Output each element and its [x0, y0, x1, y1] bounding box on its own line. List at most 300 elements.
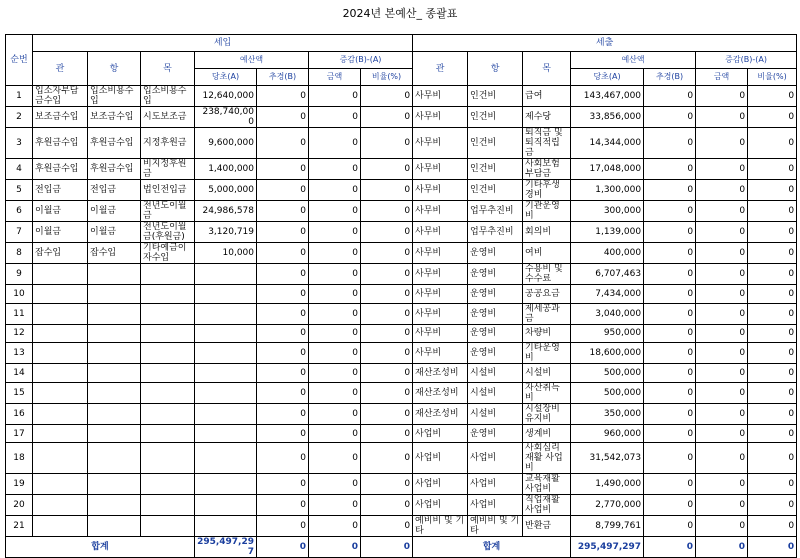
expense-ratio-cell: 0 — [748, 495, 797, 516]
income-hang-cell — [88, 403, 141, 424]
expense-amount-cell: 0 — [696, 495, 748, 516]
sheet-title: 2024년 본예산_ 종괄표 — [342, 7, 458, 20]
expense-ratio-cell: 0 — [748, 364, 797, 383]
expense-original-cell: 1,490,000 — [571, 474, 644, 495]
income-supp-cell: 0 — [257, 86, 309, 107]
expense-mok-cell: 기타후생경비 — [523, 180, 571, 201]
expense-gwan-cell: 사무비 — [413, 285, 468, 304]
income-mok-cell: 입소비용수입 — [141, 86, 195, 107]
expense-mok-cell: 반환금 — [523, 516, 571, 537]
table-row — [6, 474, 797, 495]
expense-mok-cell: 시설장비유지비 — [523, 403, 571, 424]
income-hang-cell — [88, 424, 141, 443]
income-supp-cell: 0 — [257, 443, 309, 474]
expense-gwan-cell: 사무비 — [413, 343, 468, 364]
income-mok-cell: 기타예금이자수입 — [141, 243, 195, 264]
expense-gwan-cell: 사업비 — [413, 424, 468, 443]
total-expense-ratio: 0 — [748, 537, 797, 558]
expense-supp-cell: 0 — [644, 443, 696, 474]
expense-gwan-cell: 사무비 — [413, 180, 468, 201]
income-supp-cell: 0 — [257, 264, 309, 285]
income-ratio-cell: 0 — [361, 86, 413, 107]
expense-hang-cell: 운영비 — [468, 303, 523, 324]
expense-original-cell: 7,434,000 — [571, 285, 644, 304]
expense-mok-cell: 생계비 — [523, 424, 571, 443]
income-amount-cell: 0 — [309, 303, 361, 324]
expense-gwan-cell: 사무비 — [413, 264, 468, 285]
income-ratio-cell: 0 — [361, 403, 413, 424]
expense-hang-cell: 인건비 — [468, 159, 523, 180]
expense-ratio-cell: 0 — [748, 159, 797, 180]
expense-mok-cell: 급여 — [523, 86, 571, 107]
income-hang-cell: 잡수입 — [88, 243, 141, 264]
row-number: 18 — [6, 443, 33, 474]
income-mok-cell: 비지정후원금 — [141, 159, 195, 180]
income-gwan-cell: 잡수입 — [33, 243, 88, 264]
total-expense-original: 295,497,297 — [571, 537, 644, 558]
income-amount-cell: 0 — [309, 324, 361, 343]
expense-ratio-cell: 0 — [748, 107, 797, 128]
income-original-cell — [195, 443, 257, 474]
table-row — [6, 364, 797, 383]
expense-gwan-cell: 재산조성비 — [413, 364, 468, 383]
income-hang-cell — [88, 324, 141, 343]
expense-ratio-cell: 0 — [748, 303, 797, 324]
expense-original-cell: 400,000 — [571, 243, 644, 264]
income-amount-cell: 0 — [309, 243, 361, 264]
income-mok-cell: 지정후원금 — [141, 128, 195, 159]
income-mok-cell — [141, 443, 195, 474]
income-ratio-cell: 0 — [361, 364, 413, 383]
expense-supp-cell: 0 — [644, 382, 696, 403]
income-supp-cell: 0 — [257, 159, 309, 180]
income-supp-cell: 0 — [257, 303, 309, 324]
expense-amount-cell: 0 — [696, 107, 748, 128]
income-gwan-cell: 후원금수입 — [33, 159, 88, 180]
income-ratio-cell: 0 — [361, 201, 413, 222]
income-gwan-cell: 이월금 — [33, 222, 88, 243]
row-number: 12 — [6, 324, 33, 343]
expense-hang-cell: 사업비 — [468, 495, 523, 516]
income-supp-cell: 0 — [257, 495, 309, 516]
income-supp-cell: 0 — [257, 382, 309, 403]
income-supp-cell: 0 — [257, 343, 309, 364]
expense-ratio-cell: 0 — [748, 443, 797, 474]
income-hang-cell — [88, 303, 141, 324]
expense-hang-cell: 사업비 — [468, 443, 523, 474]
row-number: 11 — [6, 303, 33, 324]
expense-hang-cell: 사업비 — [468, 474, 523, 495]
expense-gwan-cell: 사무비 — [413, 201, 468, 222]
income-supp-cell: 0 — [257, 424, 309, 443]
header-expense: 세출 — [413, 35, 797, 52]
expense-mok-cell: 기관운영비 — [523, 201, 571, 222]
expense-original-cell: 350,000 — [571, 403, 644, 424]
expense-supp-cell: 0 — [644, 201, 696, 222]
expense-original-cell: 31,542,073 — [571, 443, 644, 474]
expense-supp-cell: 0 — [644, 243, 696, 264]
expense-amount-cell: 0 — [696, 201, 748, 222]
header-income-diff: 증감(B)-(A) — [309, 52, 413, 69]
income-amount-cell: 0 — [309, 403, 361, 424]
income-mok-cell — [141, 364, 195, 383]
table-row — [6, 303, 797, 324]
income-ratio-cell: 0 — [361, 180, 413, 201]
expense-hang-cell: 시설비 — [468, 382, 523, 403]
income-ratio-cell: 0 — [361, 264, 413, 285]
expense-supp-cell: 0 — [644, 159, 696, 180]
expense-amount-cell: 0 — [696, 243, 748, 264]
header-expense-supp: 추경(B) — [644, 69, 696, 86]
income-supp-cell: 0 — [257, 107, 309, 128]
expense-amount-cell: 0 — [696, 443, 748, 474]
expense-hang-cell: 업무추진비 — [468, 201, 523, 222]
expense-amount-cell: 0 — [696, 180, 748, 201]
income-amount-cell: 0 — [309, 364, 361, 383]
income-gwan-cell — [33, 495, 88, 516]
income-hang-cell — [88, 495, 141, 516]
expense-supp-cell: 0 — [644, 364, 696, 383]
income-ratio-cell: 0 — [361, 424, 413, 443]
row-number: 4 — [6, 159, 33, 180]
income-mok-cell — [141, 424, 195, 443]
header-expense-hang: 항 — [468, 52, 523, 86]
expense-gwan-cell: 사업비 — [413, 495, 468, 516]
expense-gwan-cell: 사무비 — [413, 159, 468, 180]
table-row — [6, 285, 797, 304]
header-income-gwan: 관 — [33, 52, 88, 86]
table-row — [6, 495, 797, 516]
expense-original-cell: 500,000 — [571, 382, 644, 403]
expense-gwan-cell: 사업비 — [413, 474, 468, 495]
income-ratio-cell: 0 — [361, 285, 413, 304]
income-amount-cell: 0 — [309, 159, 361, 180]
expense-supp-cell: 0 — [644, 86, 696, 107]
income-original-cell — [195, 474, 257, 495]
expense-hang-cell: 시설비 — [468, 364, 523, 383]
income-original-cell — [195, 264, 257, 285]
expense-supp-cell: 0 — [644, 264, 696, 285]
expense-original-cell: 1,300,000 — [571, 180, 644, 201]
income-hang-cell — [88, 474, 141, 495]
expense-amount-cell: 0 — [696, 222, 748, 243]
income-original-cell: 9,600,000 — [195, 128, 257, 159]
expense-gwan-cell: 사무비 — [413, 222, 468, 243]
expense-hang-cell: 인건비 — [468, 180, 523, 201]
expense-hang-cell: 업무추진비 — [468, 222, 523, 243]
income-original-cell: 24,986,578 — [195, 201, 257, 222]
expense-amount-cell: 0 — [696, 159, 748, 180]
expense-ratio-cell: 0 — [748, 424, 797, 443]
expense-mok-cell: 시설비 — [523, 364, 571, 383]
income-amount-cell: 0 — [309, 201, 361, 222]
income-hang-cell — [88, 285, 141, 304]
expense-amount-cell: 0 — [696, 364, 748, 383]
income-amount-cell: 0 — [309, 443, 361, 474]
total-income-supp: 0 — [257, 537, 309, 558]
table-row — [6, 443, 797, 474]
row-number: 13 — [6, 343, 33, 364]
expense-original-cell: 6,707,463 — [571, 264, 644, 285]
header-expense-gwan: 관 — [413, 52, 468, 86]
expense-ratio-cell: 0 — [748, 285, 797, 304]
expense-ratio-cell: 0 — [748, 343, 797, 364]
income-ratio-cell: 0 — [361, 128, 413, 159]
header-expense-amount: 금액 — [696, 69, 748, 86]
expense-ratio-cell: 0 — [748, 516, 797, 537]
income-gwan-cell — [33, 343, 88, 364]
table-row — [6, 403, 797, 424]
expense-supp-cell: 0 — [644, 343, 696, 364]
expense-ratio-cell: 0 — [748, 324, 797, 343]
expense-gwan-cell: 사무비 — [413, 243, 468, 264]
income-amount-cell: 0 — [309, 222, 361, 243]
income-mok-cell — [141, 516, 195, 537]
expense-supp-cell: 0 — [644, 180, 696, 201]
table-row — [6, 343, 797, 364]
expense-supp-cell: 0 — [644, 424, 696, 443]
expense-original-cell: 8,799,761 — [571, 516, 644, 537]
expense-mok-cell: 여비 — [523, 243, 571, 264]
income-hang-cell — [88, 264, 141, 285]
expense-hang-cell: 인건비 — [468, 128, 523, 159]
expense-amount-cell: 0 — [696, 285, 748, 304]
income-supp-cell: 0 — [257, 180, 309, 201]
income-mok-cell: 법인전입금 — [141, 180, 195, 201]
income-original-cell — [195, 495, 257, 516]
expense-mok-cell: 교육재활 사업비 — [523, 474, 571, 495]
row-number: 7 — [6, 222, 33, 243]
row-number: 9 — [6, 264, 33, 285]
expense-mok-cell: 퇴직금 및 퇴직적립금 — [523, 128, 571, 159]
expense-mok-cell: 수용비 및 수수료 — [523, 264, 571, 285]
header-expense-diff: 증감(B)-(A) — [696, 52, 797, 69]
header-income-hang: 항 — [88, 52, 141, 86]
income-original-cell — [195, 424, 257, 443]
expense-mok-cell: 제수당 — [523, 107, 571, 128]
income-amount-cell: 0 — [309, 180, 361, 201]
income-original-cell: 1,400,000 — [195, 159, 257, 180]
income-gwan-cell: 보조금수입 — [33, 107, 88, 128]
expense-supp-cell: 0 — [644, 495, 696, 516]
income-amount-cell: 0 — [309, 86, 361, 107]
expense-amount-cell: 0 — [696, 424, 748, 443]
expense-ratio-cell: 0 — [748, 403, 797, 424]
expense-ratio-cell: 0 — [748, 243, 797, 264]
header-expense-ratio: 비율(%) — [748, 69, 797, 86]
expense-gwan-cell: 예비비 및 기타 — [413, 516, 468, 537]
income-mok-cell — [141, 474, 195, 495]
income-mok-cell — [141, 324, 195, 343]
expense-hang-cell: 운영비 — [468, 285, 523, 304]
income-ratio-cell: 0 — [361, 303, 413, 324]
income-original-cell: 12,640,000 — [195, 86, 257, 107]
expense-original-cell: 33,856,000 — [571, 107, 644, 128]
income-hang-cell: 후원금수입 — [88, 159, 141, 180]
income-ratio-cell: 0 — [361, 474, 413, 495]
header-income-ratio: 비율(%) — [361, 69, 413, 86]
total-income-original: 295,497,297 — [195, 537, 257, 558]
row-number: 2 — [6, 107, 33, 128]
income-ratio-cell: 0 — [361, 382, 413, 403]
expense-mok-cell: 회의비 — [523, 222, 571, 243]
expense-hang-cell: 운영비 — [468, 343, 523, 364]
header-income: 세입 — [33, 35, 413, 52]
total-income-amount: 0 — [309, 537, 361, 558]
expense-amount-cell: 0 — [696, 86, 748, 107]
header-expense-budget: 예산액 — [571, 52, 696, 69]
expense-supp-cell: 0 — [644, 128, 696, 159]
income-original-cell — [195, 516, 257, 537]
table-row — [6, 201, 797, 222]
income-original-cell — [195, 403, 257, 424]
table-row — [6, 243, 797, 264]
income-supp-cell: 0 — [257, 285, 309, 304]
table-row — [6, 264, 797, 285]
expense-original-cell: 18,600,000 — [571, 343, 644, 364]
expense-ratio-cell: 0 — [748, 86, 797, 107]
row-number: 5 — [6, 180, 33, 201]
expense-original-cell: 1,139,000 — [571, 222, 644, 243]
income-ratio-cell: 0 — [361, 324, 413, 343]
expense-hang-cell: 인건비 — [468, 107, 523, 128]
income-gwan-cell: 이월금 — [33, 201, 88, 222]
income-hang-cell: 이월금 — [88, 201, 141, 222]
income-gwan-cell — [33, 285, 88, 304]
row-number: 20 — [6, 495, 33, 516]
row-number: 8 — [6, 243, 33, 264]
row-number: 6 — [6, 201, 33, 222]
income-mok-cell — [141, 343, 195, 364]
header-income-original: 당초(A) — [195, 69, 257, 86]
income-amount-cell: 0 — [309, 285, 361, 304]
header-income-amount: 금액 — [309, 69, 361, 86]
expense-original-cell: 3,040,000 — [571, 303, 644, 324]
income-gwan-cell: 후원금수입 — [33, 128, 88, 159]
expense-mok-cell: 공공요금 — [523, 285, 571, 304]
expense-amount-cell: 0 — [696, 264, 748, 285]
income-hang-cell — [88, 382, 141, 403]
income-original-cell: 238,740,000 — [195, 107, 257, 128]
income-gwan-cell: 입소자부담금수입 — [33, 86, 88, 107]
income-ratio-cell: 0 — [361, 443, 413, 474]
income-gwan-cell — [33, 424, 88, 443]
expense-original-cell: 143,467,000 — [571, 86, 644, 107]
table-row — [6, 180, 797, 201]
income-hang-cell — [88, 364, 141, 383]
income-supp-cell: 0 — [257, 128, 309, 159]
income-original-cell — [195, 285, 257, 304]
expense-hang-cell: 운영비 — [468, 424, 523, 443]
expense-ratio-cell: 0 — [748, 222, 797, 243]
total-income-ratio: 0 — [361, 537, 413, 558]
income-amount-cell: 0 — [309, 516, 361, 537]
income-hang-cell: 보조금수입 — [88, 107, 141, 128]
expense-mok-cell: 기타운영비 — [523, 343, 571, 364]
expense-hang-cell: 운영비 — [468, 264, 523, 285]
expense-mok-cell: 차량비 — [523, 324, 571, 343]
total-income-label: 합계 — [6, 537, 195, 558]
income-hang-cell: 후원금수입 — [88, 128, 141, 159]
expense-original-cell: 2,770,000 — [571, 495, 644, 516]
expense-hang-cell: 시설비 — [468, 403, 523, 424]
expense-supp-cell: 0 — [644, 303, 696, 324]
total-expense-label: 합계 — [413, 537, 571, 558]
income-amount-cell: 0 — [309, 424, 361, 443]
total-expense-supp: 0 — [644, 537, 696, 558]
income-original-cell — [195, 324, 257, 343]
header-expense-mok: 목 — [523, 52, 571, 86]
income-hang-cell — [88, 343, 141, 364]
income-gwan-cell — [33, 474, 88, 495]
expense-original-cell: 960,000 — [571, 424, 644, 443]
income-mok-cell — [141, 403, 195, 424]
expense-ratio-cell: 0 — [748, 201, 797, 222]
row-number: 16 — [6, 403, 33, 424]
expense-amount-cell: 0 — [696, 516, 748, 537]
income-gwan-cell — [33, 364, 88, 383]
expense-gwan-cell: 재산조성비 — [413, 382, 468, 403]
row-number: 21 — [6, 516, 33, 537]
expense-gwan-cell: 사무비 — [413, 107, 468, 128]
income-ratio-cell: 0 — [361, 243, 413, 264]
expense-hang-cell: 예비비 및 기타 — [468, 516, 523, 537]
expense-gwan-cell: 사무비 — [413, 303, 468, 324]
expense-supp-cell: 0 — [644, 222, 696, 243]
income-mok-cell: 전년도이월금 — [141, 201, 195, 222]
expense-amount-cell: 0 — [696, 382, 748, 403]
income-original-cell: 10,000 — [195, 243, 257, 264]
income-gwan-cell: 전입금 — [33, 180, 88, 201]
header-income-budget: 예산액 — [195, 52, 309, 69]
income-ratio-cell: 0 — [361, 516, 413, 537]
income-hang-cell — [88, 443, 141, 474]
income-gwan-cell — [33, 324, 88, 343]
income-ratio-cell: 0 — [361, 107, 413, 128]
income-supp-cell: 0 — [257, 403, 309, 424]
expense-ratio-cell: 0 — [748, 264, 797, 285]
income-original-cell — [195, 303, 257, 324]
income-amount-cell: 0 — [309, 264, 361, 285]
income-gwan-cell — [33, 303, 88, 324]
table-row — [6, 159, 797, 180]
total-expense-amount: 0 — [696, 537, 748, 558]
expense-ratio-cell: 0 — [748, 128, 797, 159]
income-supp-cell: 0 — [257, 324, 309, 343]
row-number: 14 — [6, 364, 33, 383]
expense-mok-cell: 제세공과금 — [523, 303, 571, 324]
income-original-cell — [195, 343, 257, 364]
expense-mok-cell: 사회심리 재활 사업비 — [523, 443, 571, 474]
expense-gwan-cell: 재산조성비 — [413, 403, 468, 424]
income-amount-cell: 0 — [309, 107, 361, 128]
income-mok-cell: 전년도이월금(후원금) — [141, 222, 195, 243]
income-supp-cell: 0 — [257, 201, 309, 222]
expense-supp-cell: 0 — [644, 285, 696, 304]
expense-supp-cell: 0 — [644, 107, 696, 128]
income-gwan-cell — [33, 403, 88, 424]
budget-table — [5, 34, 797, 558]
expense-gwan-cell: 사무비 — [413, 324, 468, 343]
table-row — [6, 424, 797, 443]
income-amount-cell: 0 — [309, 128, 361, 159]
expense-ratio-cell: 0 — [748, 474, 797, 495]
income-original-cell: 3,120,719 — [195, 222, 257, 243]
expense-amount-cell: 0 — [696, 403, 748, 424]
expense-supp-cell: 0 — [644, 403, 696, 424]
income-supp-cell: 0 — [257, 364, 309, 383]
header-income-mok: 목 — [141, 52, 195, 86]
